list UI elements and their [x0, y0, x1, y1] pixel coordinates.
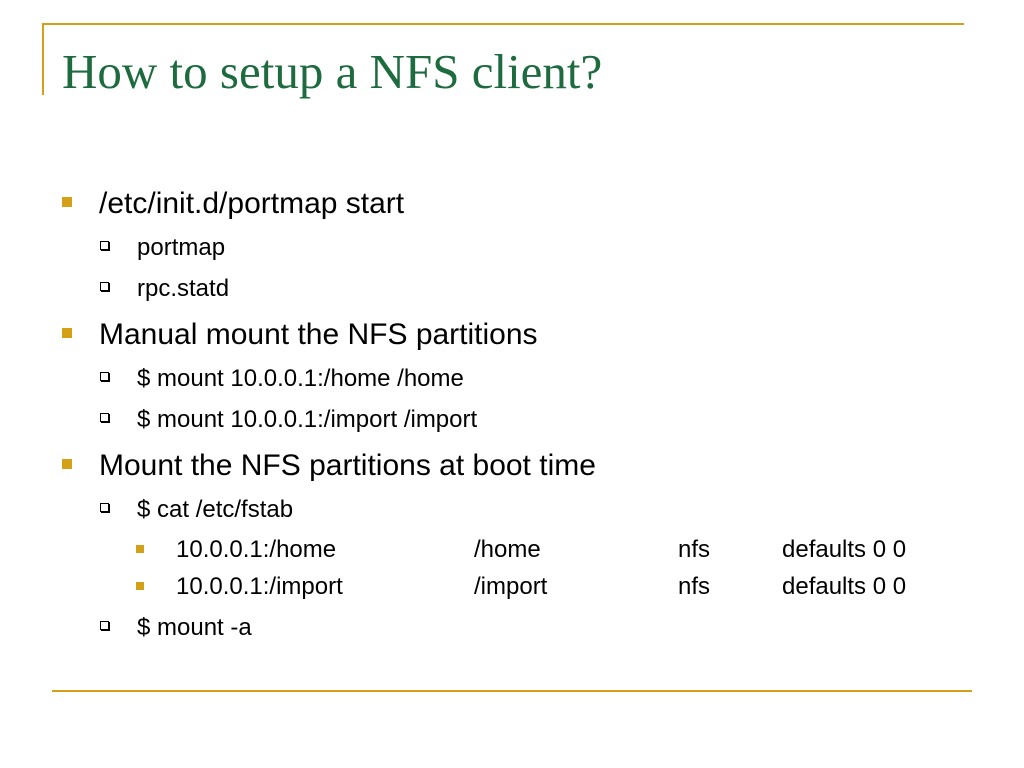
bullet-text: Mount the NFS partitions at boot time: [99, 449, 596, 482]
fstab-options: defaults 0 0: [782, 536, 907, 563]
hollow-square-bullet-icon: [100, 282, 109, 291]
hollow-square-bullet-icon: [100, 503, 109, 512]
fstab-row-import: [136, 572, 906, 602]
square-bullet-icon: [62, 459, 72, 469]
fstab-device: 10.0.0.1:/import: [176, 573, 343, 600]
fstab-device: 10.0.0.1:/home: [176, 536, 337, 563]
sub-bullet-cat-fstab: [100, 495, 293, 525]
sub-bullet-text: $ mount 10.0.0.1:/home /home: [137, 365, 464, 392]
hollow-square-bullet-icon: [100, 372, 109, 381]
bullet-item-manual-mount: [62, 317, 538, 353]
slide-title: How to setup a NFS client?: [62, 44, 603, 99]
sub-bullet-text: $ cat /etc/fstab: [137, 496, 294, 523]
square-bullet-icon: [136, 582, 144, 590]
sub-bullet-portmap: [100, 233, 225, 263]
sub-bullet-text: portmap: [137, 234, 226, 261]
sub-bullet-rpc-statd: [100, 274, 229, 304]
top-border-line: [42, 23, 964, 25]
bullet-item-portmap-start: [62, 186, 404, 222]
bullet-text: /etc/init.d/portmap start: [99, 187, 405, 220]
fstab-row-home: [136, 535, 906, 565]
square-bullet-icon: [62, 197, 72, 207]
fstab-options: defaults 0 0: [782, 573, 907, 600]
sub-bullet-text: $ mount -a: [137, 614, 252, 641]
bottom-border-line: [52, 690, 972, 692]
bullet-item-mount-at-boot: [62, 448, 596, 484]
fstab-fs-type: nfs: [678, 573, 711, 600]
hollow-square-bullet-icon: [100, 413, 109, 422]
sub-bullet-mount-home: [100, 364, 464, 394]
square-bullet-icon: [136, 545, 144, 553]
sub-bullet-mount-a: [100, 613, 252, 643]
left-border-line: [42, 23, 44, 95]
fstab-mount-point: /import: [474, 573, 548, 600]
sub-bullet-text: $ mount 10.0.0.1:/import /import: [137, 406, 478, 433]
sub-bullet-mount-import: [100, 405, 477, 435]
fstab-fs-type: nfs: [678, 536, 711, 563]
fstab-mount-point: /home: [474, 536, 541, 563]
bullet-text: Manual mount the NFS partitions: [99, 318, 538, 351]
sub-bullet-text: rpc.statd: [137, 275, 230, 302]
square-bullet-icon: [62, 328, 72, 338]
hollow-square-bullet-icon: [100, 621, 109, 630]
hollow-square-bullet-icon: [100, 241, 109, 250]
